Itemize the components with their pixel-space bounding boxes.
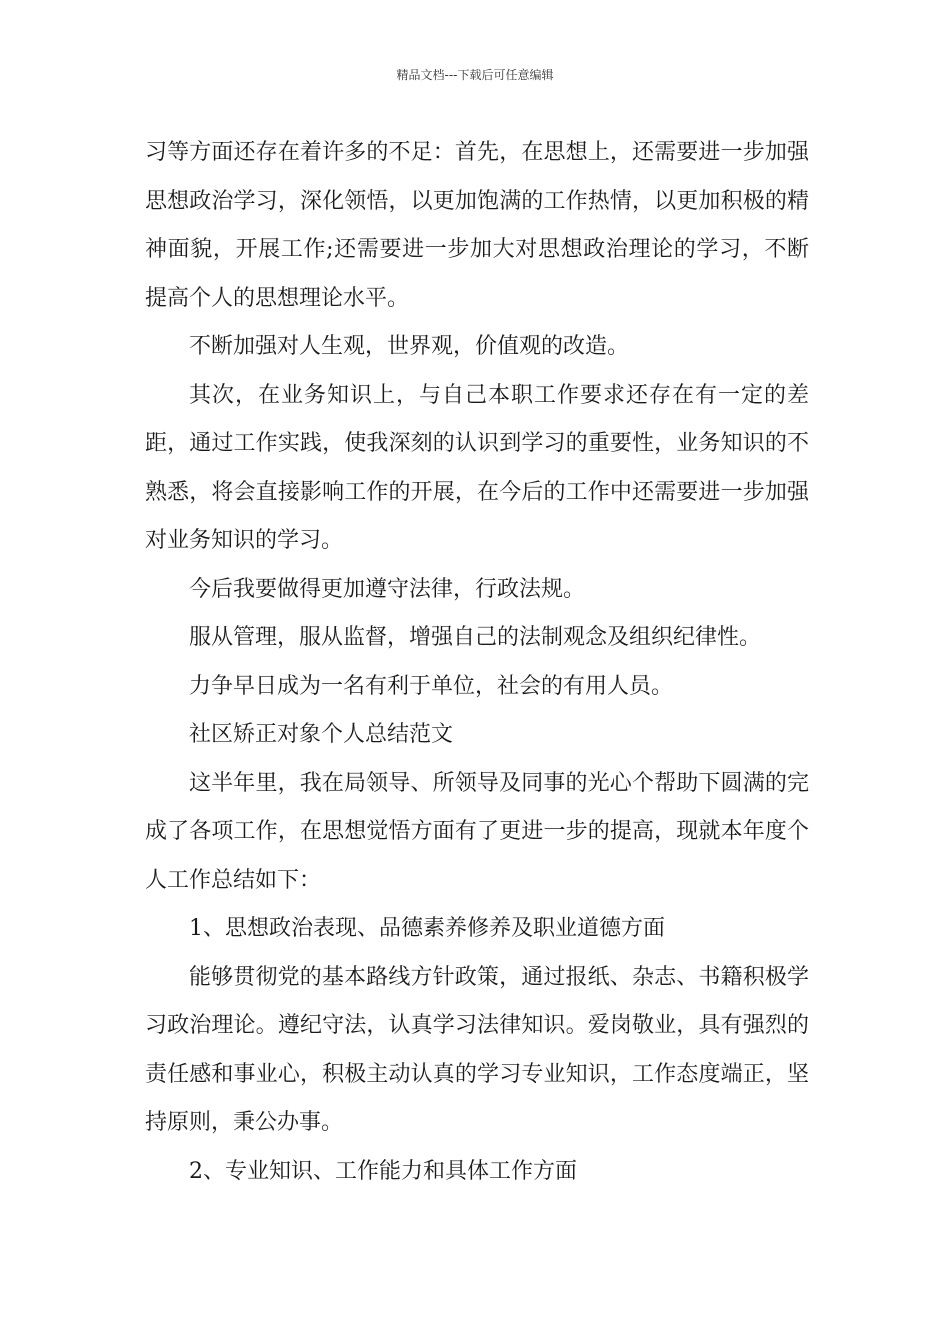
section-title: 社区矫正对象个人总结范文 [189,722,454,747]
paragraph: 服从管理，服从监督，增强自己的法制观念及组织纪律性。 [189,625,762,650]
section-heading: 2、专业知识、工作能力和具体工作方面 [189,1158,577,1184]
paragraph: 今后我要做得更加遵守法律，行政法规。 [189,576,586,602]
section-heading: 1、思想政治表现、品德素养修养及职业道德方面 [189,916,665,941]
paragraph: 习等方面还存在着许多的不足：首先，在思想上，还需要进一步加强思想政治学习，深化领悟，以更加饱满的工作热情，以更加积极的精神面貌，开展工作;还需要进一步加大对思想政治理论的学习，不断提高个人的思想理论水平。 [145,140,809,311]
paragraph: 这半年里，我在局领导、所领导及同事的光心个帮助下圆满的完成了各项工作，在思想觉悟方面有了更进一步的提高，现就本年度个人工作总结如下： [145,770,809,893]
document-body [145,129,809,1196]
paragraph: 能够贯彻党的基本路线方针政策，通过报纸、杂志、书籍积极学习政治理论。遵纪守法，认真学习法律知识。爱岗敬业，具有强烈的责任感和事业心，积极主动认真的学习专业知识，工作态度端正，坚持原则，秉公办事。 [145,964,809,1135]
paragraph: 其次，在业务知识上，与自己本职工作要求还存在有一定的差距，通过工作实践，使我深刻的认识到学习的重要性，业务知识的不熟悉，将会直接影响工作的开展，在今后的工作中还需要进一步加强对业务知识的学习。 [145,382,809,553]
paragraph: 力争早日成为一名有利于单位，社会的有用人员。 [189,673,674,699]
page-header: 精品文档---下载后可任意编辑 [396,68,554,82]
paragraph: 不断加强对人生观，世界观，价值观的改造。 [189,334,630,359]
